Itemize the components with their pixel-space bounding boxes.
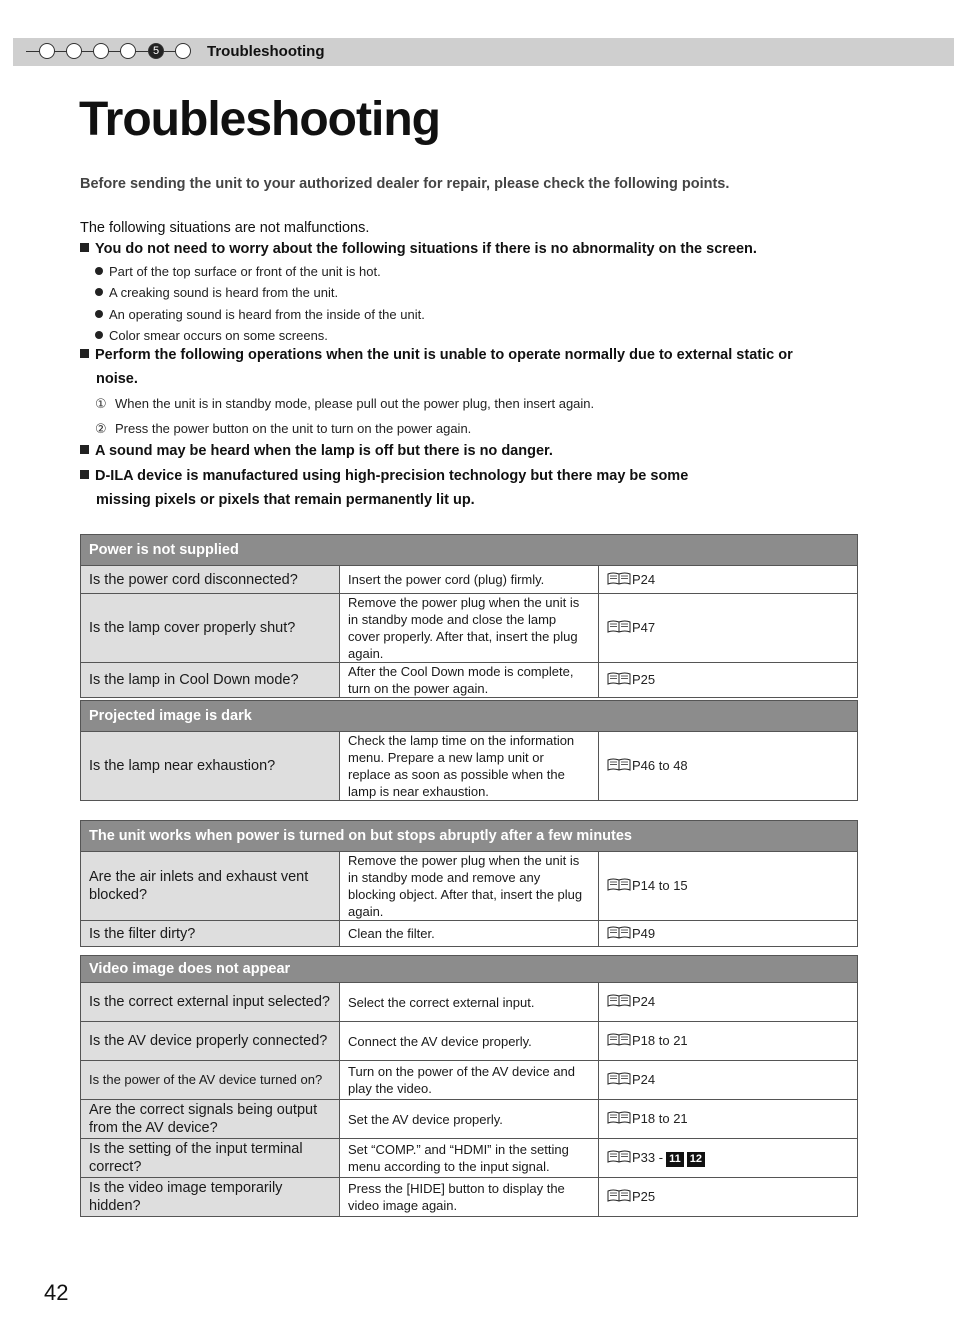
intro-text: Before sending the unit to your authorized dealer for repair, please check the following points. xyxy=(80,176,730,192)
answer-cell: Remove the power plug when the unit is in standby mode and remove any blocking object. After that, insert the plug again. xyxy=(340,852,599,921)
question-cell: Are the air inlets and exhaust vent blocked? xyxy=(81,852,340,921)
troubleshooting-table-dark-image xyxy=(80,700,858,801)
answer-cell: Insert the power cord (plug) firmly. xyxy=(340,566,599,594)
book-icon xyxy=(607,878,631,895)
page-badge: 11 xyxy=(666,1152,684,1167)
bullet-item xyxy=(95,285,338,300)
note-text: A sound may be heard when the lamp is off but there is no danger. xyxy=(95,443,553,459)
book-icon xyxy=(607,994,631,1011)
table-row xyxy=(81,594,858,663)
book-icon xyxy=(607,758,631,775)
page-badge: 12 xyxy=(687,1152,705,1167)
question-cell: Is the lamp in Cool Down mode? xyxy=(81,663,340,698)
answer-cell: Turn on the power of the AV device and play the video. xyxy=(340,1061,599,1100)
question-cell: Is the power of the AV device turned on? xyxy=(81,1061,340,1100)
bullet-item xyxy=(95,307,425,322)
reference-cell xyxy=(599,663,858,698)
reference-cell xyxy=(599,1100,858,1139)
table-row xyxy=(81,566,858,594)
answer-cell: Remove the power plug when the unit is in standby mode and close the lamp cover properly. After that, insert the plug again. xyxy=(340,594,599,663)
answer-cell: Set “COMP.” and “HDMI” in the setting menu according to the input signal. xyxy=(340,1139,599,1178)
answer-cell: Check the lamp time on the information menu. Prepare a new lamp unit or replace as soon as possible when the lamp is near exhaustion. xyxy=(340,732,599,801)
table-heading: The unit works when power is turned on but stops abruptly after a few minutes xyxy=(81,821,858,852)
chapter-header-bar xyxy=(13,38,954,66)
book-icon xyxy=(607,1150,631,1167)
question-cell: Are the correct signals being output from the AV device? xyxy=(81,1100,340,1139)
troubleshooting-table-stops-abruptly xyxy=(80,820,858,947)
table-heading: Projected image is dark xyxy=(81,701,858,732)
book-icon xyxy=(607,620,631,637)
note-text: Perform the following operations when the unit is unable to operate normally due to external static or xyxy=(95,347,793,363)
bullet-dot-icon xyxy=(95,267,103,275)
page-reference: P49 xyxy=(632,925,656,941)
bullet-text: Part of the top surface or front of the unit is hot. xyxy=(109,264,381,279)
troubleshooting-table-no-video xyxy=(80,955,858,1217)
book-icon xyxy=(607,1111,631,1128)
chapter-step-current-icon: 5 xyxy=(148,43,164,59)
table-row xyxy=(81,1139,858,1178)
chapter-step-icon xyxy=(175,43,191,59)
note-text: D-ILA device is manufactured using high-precision technology but there may be some xyxy=(95,468,689,484)
page-reference: P24 xyxy=(632,1072,656,1087)
table-row xyxy=(81,663,858,698)
bullet-item xyxy=(95,264,381,279)
note-item xyxy=(80,468,689,508)
note-item xyxy=(80,241,757,257)
question-cell: Is the video image temporarily hidden? xyxy=(81,1178,340,1217)
question-cell: Is the setting of the input terminal correct? xyxy=(81,1139,340,1178)
answer-cell: After the Cool Down mode is complete, turn on the power again. xyxy=(340,663,599,698)
answer-cell: Press the [HIDE] button to display the video image again. xyxy=(340,1178,599,1217)
question-cell: Is the filter dirty? xyxy=(81,921,340,947)
square-bullet-icon xyxy=(80,445,89,454)
table-heading: Power is not supplied xyxy=(81,535,858,566)
page-title: Troubleshooting xyxy=(79,93,440,146)
bullet-text: An operating sound is heard from the inside of the unit. xyxy=(109,307,425,322)
table-heading: Video image does not appear xyxy=(81,956,858,983)
troubleshooting-table-power xyxy=(80,534,858,698)
table-row xyxy=(81,1100,858,1139)
book-icon xyxy=(607,672,631,689)
page-reference: P47 xyxy=(632,620,656,635)
chapter-step-icon xyxy=(93,43,109,59)
page-reference: P24 xyxy=(632,571,656,587)
reference-cell xyxy=(599,852,858,921)
table-row xyxy=(81,852,858,921)
answer-cell: Set the AV device properly. xyxy=(340,1100,599,1139)
question-cell: Is the lamp near exhaustion? xyxy=(81,732,340,801)
table-row xyxy=(81,921,858,947)
reference-cell xyxy=(599,1139,858,1178)
bullet-dot-icon xyxy=(95,288,103,296)
note-text-continued: missing pixels or pixels that remain permanently lit up. xyxy=(96,492,475,508)
reference-cell xyxy=(599,1061,858,1100)
question-cell: Is the power cord disconnected? xyxy=(81,566,340,594)
page-reference: P46 to 48 xyxy=(632,758,688,773)
table-row xyxy=(81,1178,858,1217)
book-icon xyxy=(607,1189,631,1206)
reference-cell xyxy=(599,921,858,947)
step-number-icon: ① xyxy=(95,396,107,411)
note-item xyxy=(80,443,553,459)
table-row xyxy=(81,983,858,1022)
answer-cell: Clean the filter. xyxy=(340,921,599,947)
chapter-step-icon xyxy=(66,43,82,59)
bullet-item xyxy=(95,328,328,343)
note-text: You do not need to worry about the following situations if there is no abnormality on the screen. xyxy=(95,241,757,257)
page-reference: P33 - xyxy=(632,1150,664,1165)
book-icon xyxy=(607,1072,631,1089)
table-row xyxy=(81,732,858,801)
note-text-continued: noise. xyxy=(96,371,138,387)
question-cell: Is the AV device properly connected? xyxy=(81,1022,340,1061)
answer-cell: Connect the AV device properly. xyxy=(340,1022,599,1061)
square-bullet-icon xyxy=(80,349,89,358)
table-row xyxy=(81,1061,858,1100)
bullet-text: Color smear occurs on some screens. xyxy=(109,328,328,343)
section-title: Troubleshooting xyxy=(207,43,325,60)
bullet-dot-icon xyxy=(95,310,103,318)
reference-cell xyxy=(599,983,858,1022)
chapter-step-icon xyxy=(39,43,55,59)
page-reference: P24 xyxy=(632,994,656,1009)
note-lead: The following situations are not malfunctions. xyxy=(80,220,370,236)
page-reference: P18 to 21 xyxy=(632,1111,688,1126)
page-reference: P25 xyxy=(632,672,656,687)
reference-cell xyxy=(599,732,858,801)
reference-cell xyxy=(599,1022,858,1061)
chapter-step-icon xyxy=(120,43,136,59)
table-row xyxy=(81,1022,858,1061)
book-icon xyxy=(607,926,631,943)
page-number: 42 xyxy=(44,1280,69,1305)
reference-cell xyxy=(599,1178,858,1217)
step-number-icon: ② xyxy=(95,421,107,436)
note-item xyxy=(80,347,793,387)
page-reference: P25 xyxy=(632,1189,656,1204)
question-cell: Is the correct external input selected? xyxy=(81,983,340,1022)
reference-cell xyxy=(599,566,858,594)
reference-cell xyxy=(599,594,858,663)
book-icon xyxy=(607,572,631,589)
page-reference: P18 to 21 xyxy=(632,1033,688,1048)
step-item xyxy=(95,396,594,412)
step-text: Press the power button on the unit to turn on the power again. xyxy=(115,421,472,436)
bullet-dot-icon xyxy=(95,331,103,339)
question-cell: Is the lamp cover properly shut? xyxy=(81,594,340,663)
bullet-text: A creaking sound is heard from the unit. xyxy=(109,285,339,300)
square-bullet-icon xyxy=(80,470,89,479)
square-bullet-icon xyxy=(80,243,89,252)
answer-cell: Select the correct external input. xyxy=(340,983,599,1022)
book-icon xyxy=(607,1033,631,1050)
step-text: When the unit is in standby mode, please pull out the power plug, then insert again. xyxy=(115,396,595,411)
page-reference: P14 to 15 xyxy=(632,878,688,893)
step-item xyxy=(95,421,471,437)
